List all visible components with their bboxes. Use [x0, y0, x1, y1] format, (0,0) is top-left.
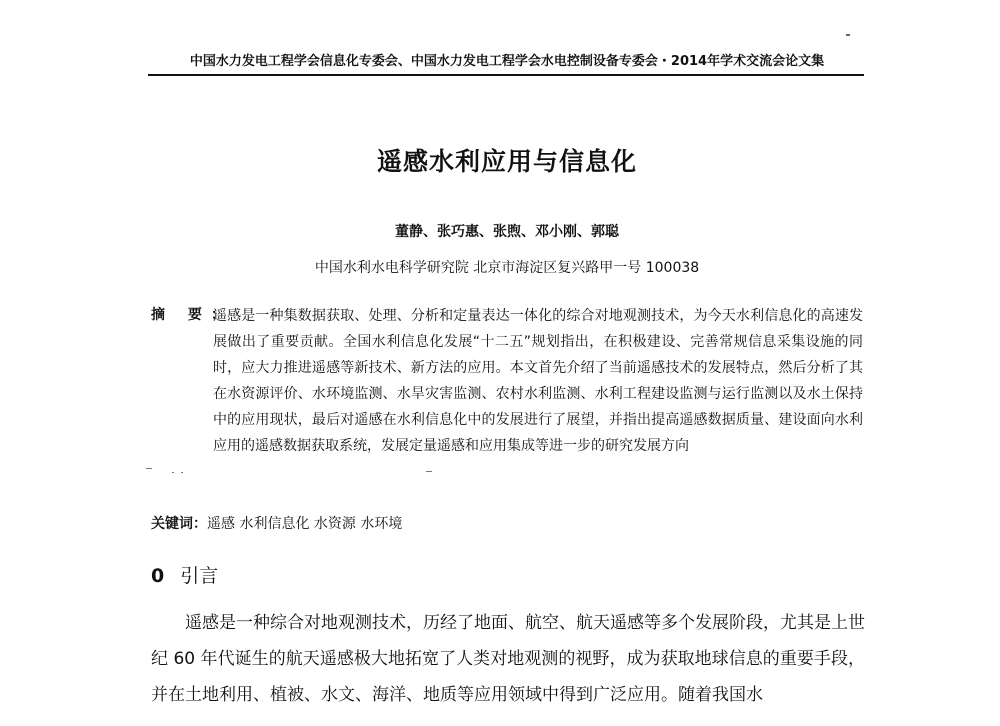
affiliation: 中国水利水电科学研究院 北京市海淀区复兴路甲一号 100038 [314, 260, 700, 276]
section-heading [151, 561, 218, 588]
abstract-text: 遥感是一种集数据获取、处理、分析和定量表达一体化的综合对地观测技术，为今天水利信息化的高速发展做出了重要贡献。全国水利信息化发展“十二五”规划指出，在积极建设、完善常规信息采集设施的同时，应大力推进遥感等新技术、新方法的应用。本文首先介绍了当前遥感技术的发展特点，然后分析了其在水资源评价、水环境监测、水旱灾害监测、农村水利监测、水利工程建设监测与运行监测以及水土保持中的应用现状，最后对遥感在水利信息化中的发展进行了展望，并指出提高遥感数据质量、建设面向水利应用的遥感数据获取系统，发展定量遥感和应用集成等进一步的研究发展方向 [213, 308, 863, 454]
abstract-label: 摘 要： [151, 307, 234, 323]
scan-speck [181, 472, 183, 473]
running-header: 中国水力发电工程学会信息化专委会、中国水力发电工程学会水电控制设备专委会・2014年学术交流会论文集 [189, 54, 825, 69]
keywords [151, 513, 402, 533]
body-paragraph: 遥感是一种综合对地观测技术，历经了地面、航空、航天遥感等多个发展阶段，尤其是上世纪 60 年代诞生的航天遥感极大地拓宽了人类对地观测的视野，成为获取地球信息的重要手段，并在土地利用、植被、水文、海洋、地质等应用领域中得到广泛应用。随着我国水 [151, 613, 865, 705]
author-list: 董静、张巧惠、张煦、邓小刚、郭聪 [395, 224, 619, 240]
scan-speck [172, 472, 174, 473]
paper-title: 遥感水利应用与信息化 [376, 147, 637, 176]
scan-speck [846, 34, 850, 36]
scan-speck [146, 468, 152, 469]
keywords-text: 遥感 水利信息化 水资源 水环境 [207, 516, 403, 532]
keywords-label: 关键词： [151, 516, 207, 532]
header-rule [148, 74, 864, 76]
section-number: 0 [151, 565, 165, 587]
scan-speck [426, 471, 432, 472]
section-title: 引言 [180, 565, 219, 587]
